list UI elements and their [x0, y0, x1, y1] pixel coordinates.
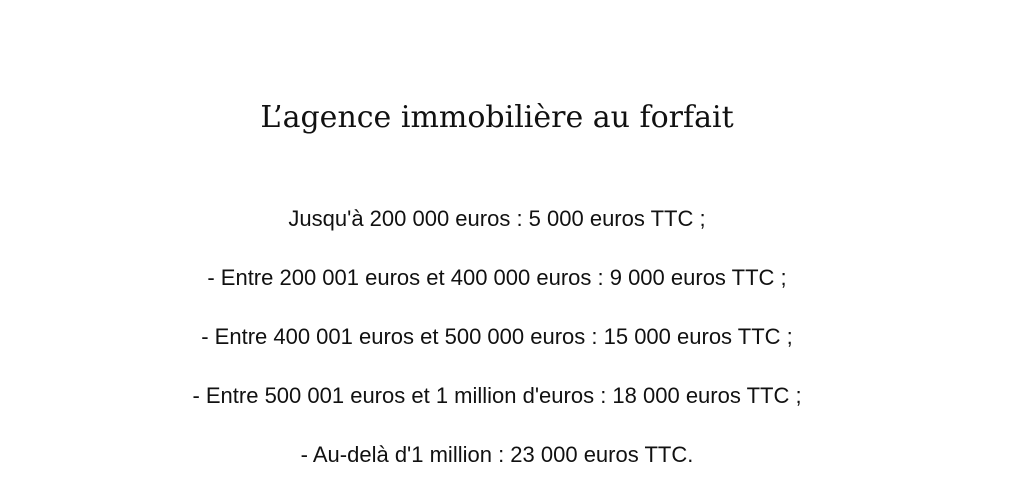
page-title: L’agence immobilière au forfait [260, 100, 734, 135]
pricing-list [0, 202, 994, 497]
pricing-tier-1: Jusqu'à 200 000 euros : 5 000 euros TTC ; [288, 206, 706, 231]
pricing-tier-4: - Entre 500 001 euros et 1 million d'euros : 18 000 euros TTC ; [192, 383, 802, 408]
pricing-tier-2: - Entre 200 001 euros et 400 000 euros : 9 000 euros TTC ; [207, 265, 787, 290]
pricing-tier-3: - Entre 400 001 euros et 500 000 euros : 15 000 euros TTC ; [201, 324, 793, 349]
pricing-tier-5: - Au-delà d'1 million : 23 000 euros TTC. [300, 442, 694, 467]
